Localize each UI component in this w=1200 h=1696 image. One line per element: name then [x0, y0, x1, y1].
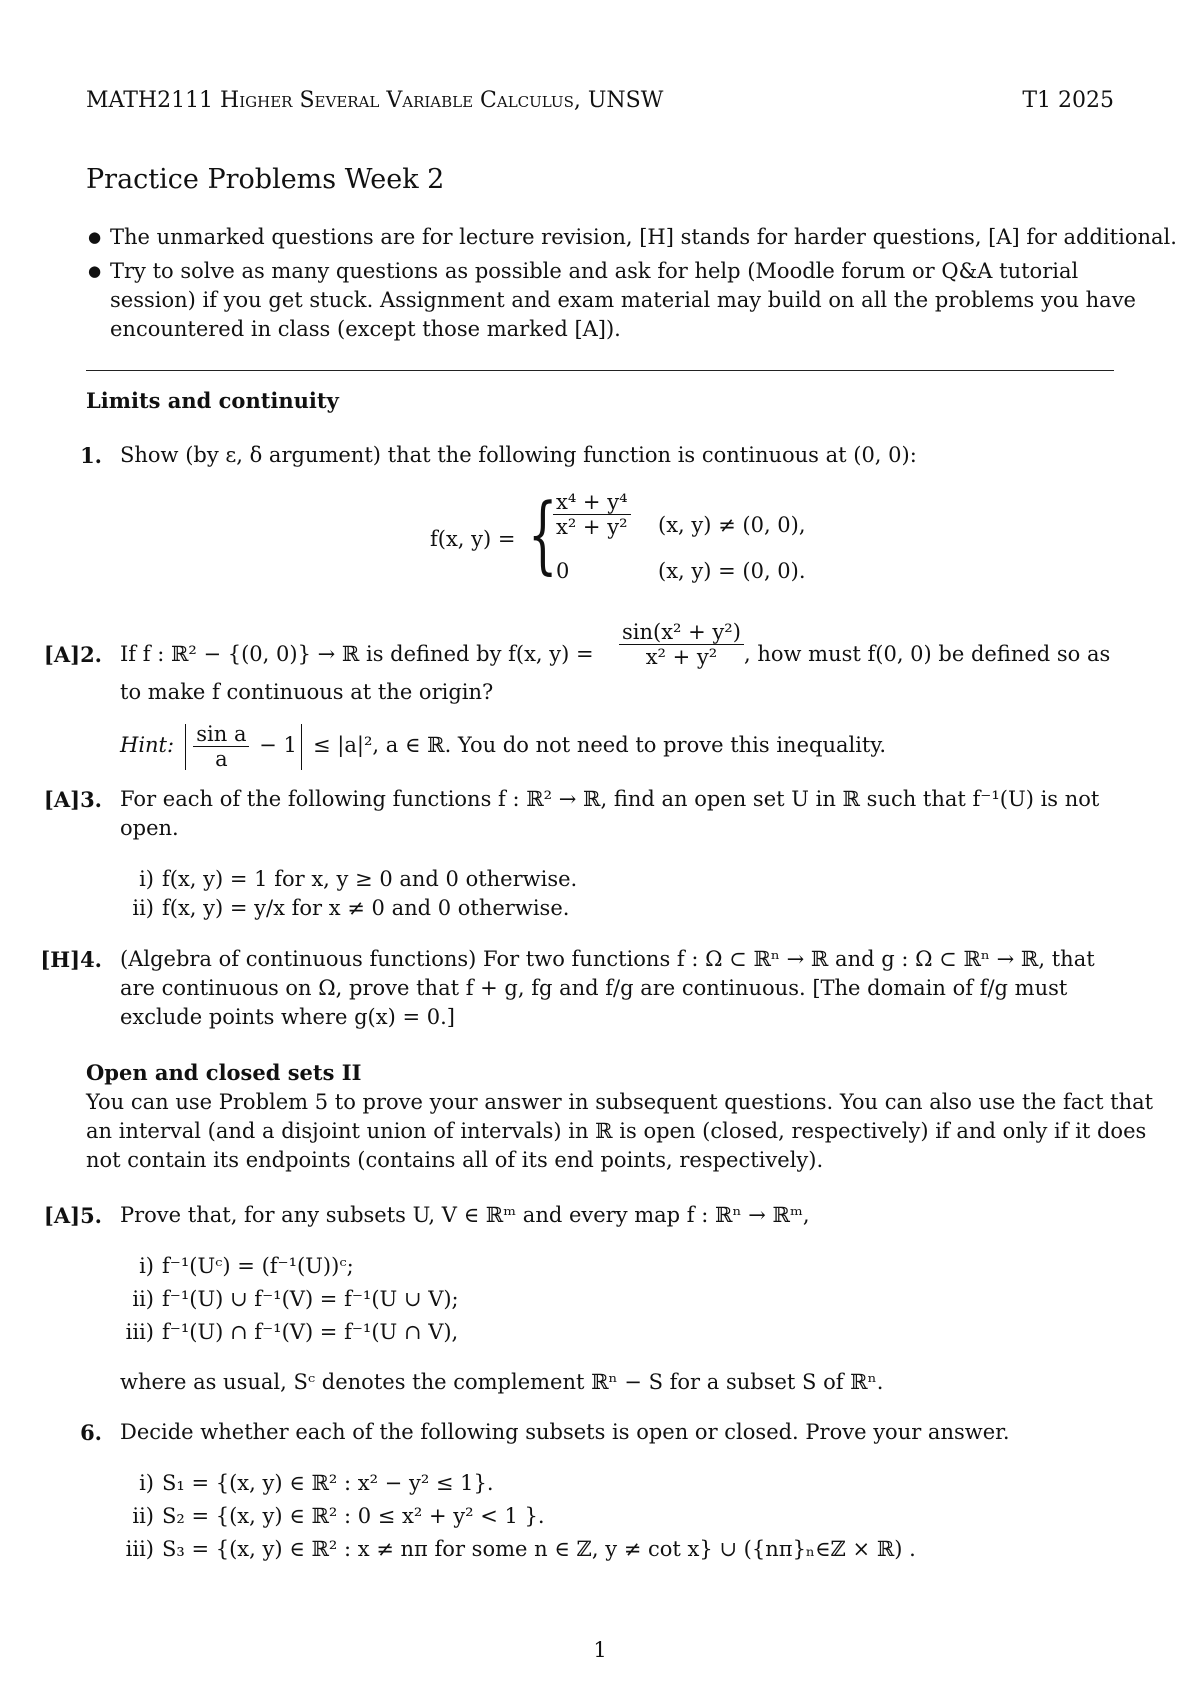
section-text: an interval (and a disjoint union of intervals) in ℝ is open (closed, respectively) if and only if it does: [86, 1119, 1147, 1143]
problem-text: For each of the following functions f : ℝ² → ℝ, find an open set U in ℝ such that f⁻¹(U) is not: [120, 787, 1100, 811]
item-text: S₂ = {(x, y) ∈ ℝ² : 0 ≤ x² + y² < 1 }.: [162, 1504, 545, 1528]
item-label: i): [139, 1254, 154, 1278]
item-text: f(x, y) = y/x for x ≠ 0 and 0 otherwise.: [162, 896, 570, 920]
page-number: 1: [593, 1638, 607, 1662]
problem-number: 6.: [80, 1420, 102, 1445]
equation-lhs: f(x, y) =: [430, 527, 516, 551]
hint-denominator: a: [215, 747, 228, 771]
problem-text: , how must f(0, 0) be defined so as: [744, 642, 1111, 666]
problem-text: where as usual, Sᶜ denotes the complement ℝⁿ − S for a subset S of ℝⁿ.: [120, 1370, 884, 1394]
hint-minus: − 1: [259, 733, 297, 757]
problem-number: [A]3.: [43, 787, 102, 812]
item-text: f⁻¹(U) ∪ f⁻¹(V) = f⁻¹(U ∪ V);: [162, 1287, 459, 1311]
problem-text: Decide whether each of the following subsets is open or closed. Prove your answer.: [120, 1420, 1010, 1444]
page-title: Practice Problems Week 2: [86, 164, 445, 195]
hint-rest: ≤ |a|², a ∈ ℝ. You do not need to prove this inequality.: [313, 733, 887, 757]
section-text: You can use Problem 5 to prove your answer in subsequent questions. You can also use the fact that: [86, 1090, 1154, 1114]
bullet-text-2-cont: session) if you get stuck. Assignment and exam material may build on all the problems you have: [110, 288, 1136, 312]
problem-number: [H]4.: [40, 947, 102, 972]
item-label: ii): [132, 896, 154, 920]
problem-text: are continuous on Ω, prove that f + g, fg and f/g are continuous. [The domain of f/g must: [120, 976, 1068, 1000]
bullet-text-1: The unmarked questions are for lecture revision, [H] stands for harder questions, [A] for additional.: [110, 225, 1177, 249]
case-numerator: x⁴ + y⁴: [553, 490, 631, 515]
item-label: iii): [125, 1537, 154, 1561]
item-label: iii): [125, 1320, 154, 1344]
problem-text: If f : ℝ² − {(0, 0)} → ℝ is defined by f(x, y) =: [120, 642, 594, 666]
bullet-text-2-cont: encountered in class (except those marked [A]).: [110, 317, 621, 341]
fraction-denominator: x² + y²: [645, 645, 718, 669]
problem-number: [A]5.: [43, 1203, 102, 1228]
section-heading: Limits and continuity: [86, 388, 339, 413]
term-label: T1 2025: [1022, 88, 1114, 113]
course-header: MATH2111 Higher Several Variable Calculus, UNSW: [86, 88, 664, 113]
fraction-numerator: sin(x² + y²): [619, 620, 744, 645]
divider: [86, 370, 1114, 371]
case-denominator: x² + y²: [556, 515, 628, 539]
section-text: not contain its endpoints (contains all of its end points, respectively).: [86, 1148, 824, 1172]
case-condition: (x, y) = (0, 0).: [658, 559, 806, 583]
item-text: S₃ = {(x, y) ∈ ℝ² : x ≠ nπ for some n ∈ ℤ, y ≠ cot x} ∪ ({nπ}ₙ∈ℤ × ℝ) .: [162, 1537, 916, 1561]
item-label: ii): [132, 1504, 154, 1528]
abs-bar: [185, 724, 187, 770]
problem-text: open.: [120, 816, 179, 840]
bullet-icon: ●: [88, 262, 102, 280]
case-value: 0: [556, 559, 570, 583]
case-fraction: [550, 490, 634, 539]
item-label: ii): [132, 1287, 154, 1311]
item-text: S₁ = {(x, y) ∈ ℝ² : x² − y² ≤ 1}.: [162, 1471, 494, 1495]
hint-numerator: sin a: [193, 722, 249, 747]
bullet-icon: ●: [88, 228, 102, 246]
problem-number: 1.: [80, 443, 102, 468]
problem-text: Prove that, for any subsets U, V ∈ ℝᵐ and every map f : ℝⁿ → ℝᵐ,: [120, 1203, 810, 1227]
item-text: f(x, y) = 1 for x, y ≥ 0 and 0 otherwise.: [162, 867, 578, 891]
problem-text: to make f continuous at the origin?: [120, 680, 494, 704]
bullet-text-2: Try to solve as many questions as possible and ask for help (Moodle forum or Q&A tutorial: [110, 259, 1079, 283]
item-text: f⁻¹(U) ∩ f⁻¹(V) = f⁻¹(U ∩ V),: [162, 1320, 459, 1344]
section-heading: Open and closed sets II: [86, 1060, 362, 1085]
problem-text: (Algebra of continuous functions) For two functions f : Ω ⊂ ℝⁿ → ℝ and g : Ω ⊂ ℝⁿ → ℝ, that: [120, 947, 1095, 971]
abs-bar: [301, 724, 303, 770]
hint: [120, 722, 886, 771]
problem-number: [A]2.: [43, 642, 102, 667]
brace-symbol: {: [528, 485, 558, 583]
item-label: i): [139, 867, 154, 891]
item-label: i): [139, 1471, 154, 1495]
item-text: f⁻¹(Uᶜ) = (f⁻¹(U))ᶜ;: [162, 1254, 354, 1278]
problem-text: exclude points where g(x) = 0.]: [120, 1005, 455, 1029]
case-condition: (x, y) ≠ (0, 0),: [658, 513, 806, 537]
inline-fraction: [616, 620, 747, 669]
problem-text: Show (by ε, δ argument) that the following function is continuous at (0, 0):: [120, 443, 917, 467]
hint-label: Hint:: [120, 733, 175, 757]
